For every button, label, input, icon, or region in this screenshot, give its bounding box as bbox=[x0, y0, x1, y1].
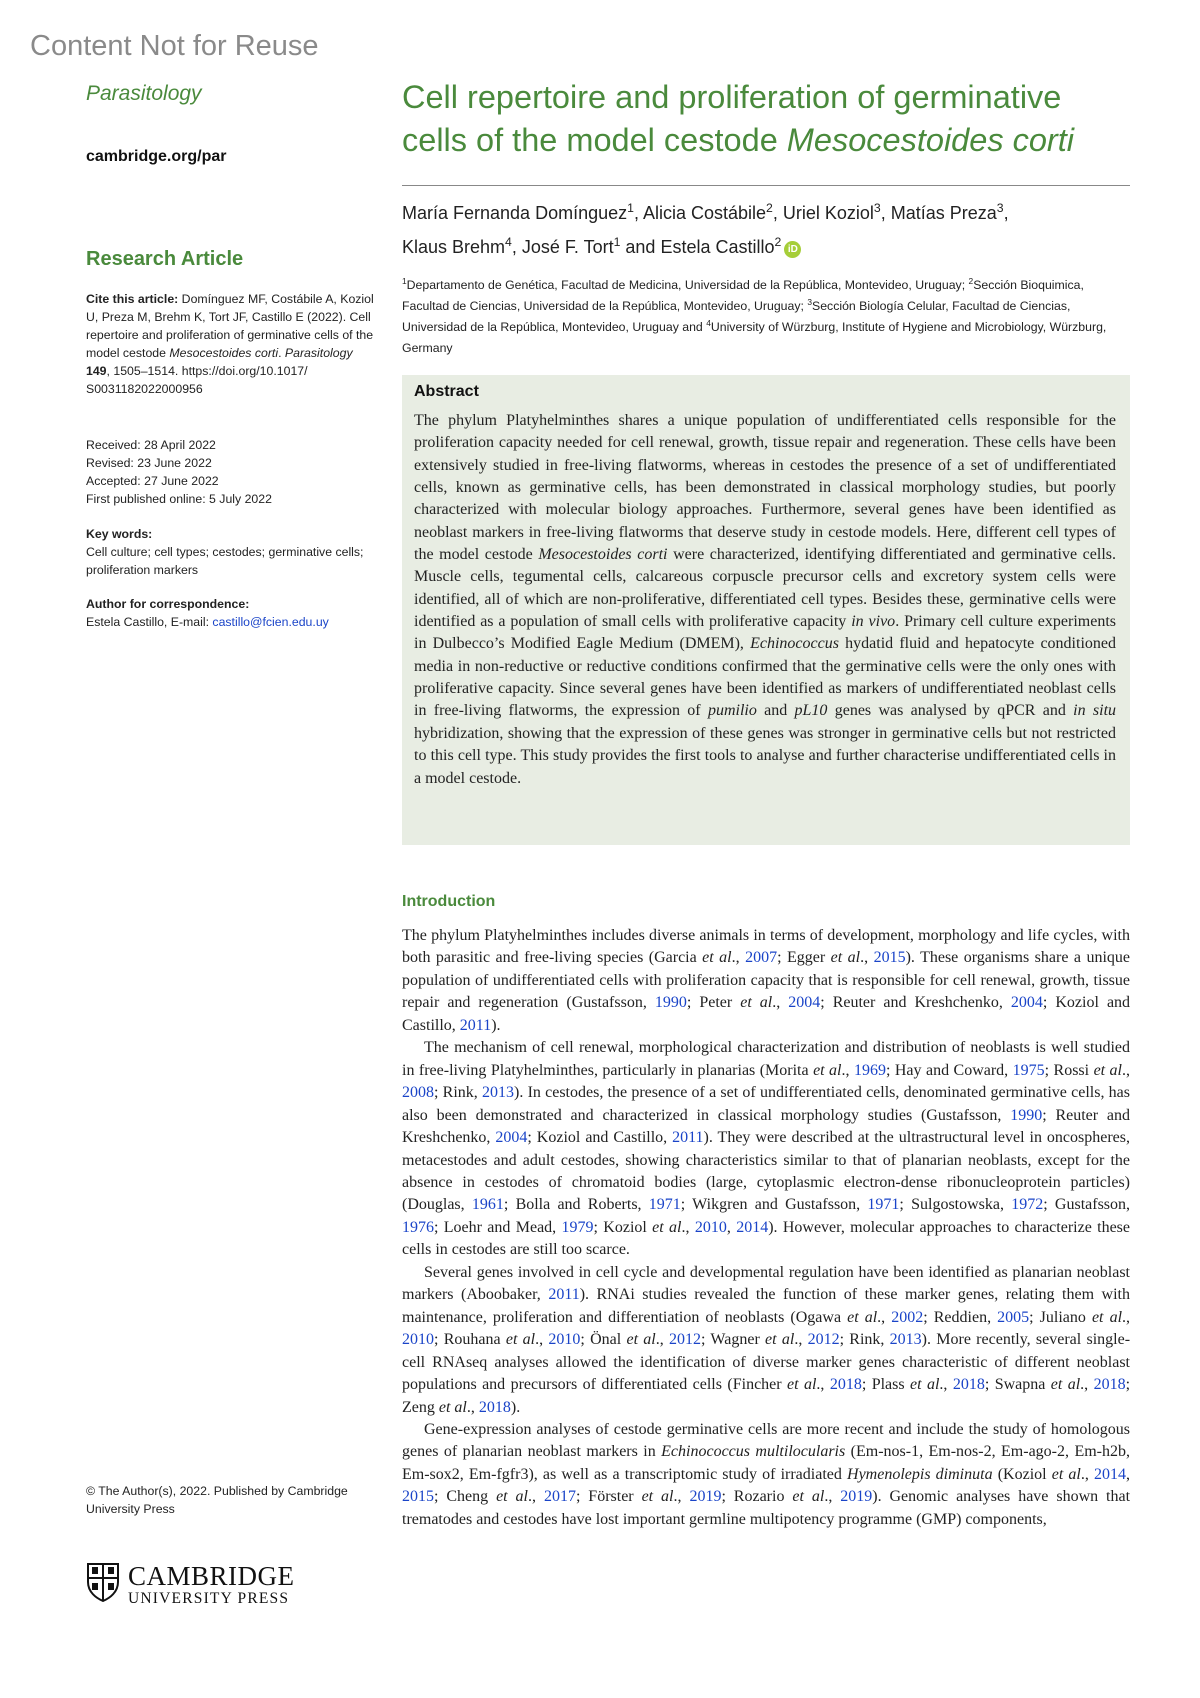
paragraph bbox=[402, 1037, 1130, 1262]
author-separator: , bbox=[880, 203, 891, 223]
introduction-body bbox=[402, 925, 1130, 1531]
text-run: ., bbox=[1122, 1308, 1131, 1326]
citation-link[interactable]: 2004 bbox=[1010, 994, 1043, 1012]
italic-text: et al bbox=[1091, 1308, 1123, 1326]
text-run: ). However, molecular approaches to characterize these cells in cestodes are still too scarce. bbox=[402, 1218, 1131, 1259]
cite-species: Mesocestoides corti bbox=[169, 346, 279, 360]
abstract-italic: Mesocestoides corti bbox=[538, 546, 668, 564]
paragraph bbox=[402, 1262, 1130, 1419]
text-run: ; Wagner bbox=[701, 1331, 766, 1349]
text-run: (Koziol bbox=[992, 1465, 1052, 1483]
citation-link[interactable]: 2015 bbox=[402, 1488, 434, 1506]
affiliation-text: University of Würzburg, Institute of Hygiene and Microbiology, Würzburg, Germany bbox=[402, 320, 1107, 355]
title-divider bbox=[402, 185, 1130, 186]
text-run: ., bbox=[731, 949, 746, 967]
citation-link[interactable]: 2010 bbox=[402, 1331, 434, 1349]
text-run: ., bbox=[528, 1488, 544, 1506]
journal-site[interactable]: cambridge.org/par bbox=[86, 148, 227, 165]
keywords-label: Key words: bbox=[86, 527, 153, 541]
author-name: Matías Preza bbox=[890, 203, 997, 223]
italic-text: et al bbox=[740, 994, 773, 1012]
italic-text: et al bbox=[1050, 1376, 1081, 1394]
citation-link[interactable]: 2005 bbox=[997, 1308, 1030, 1326]
author-separator: , bbox=[1003, 203, 1009, 223]
citation-link[interactable]: 1975 bbox=[1012, 1061, 1045, 1079]
text-run: ). Genomic analyses have shown that trematodes and cestodes have lost important germline multipotency programme (GMP) components, bbox=[402, 1488, 1131, 1528]
text-run: ; Önal bbox=[580, 1331, 627, 1349]
correspondence-label: Author for correspondence: bbox=[86, 597, 250, 611]
italic-text: et al bbox=[1093, 1061, 1123, 1079]
cite-doi: , 1505–1514. https://doi.org/10.1017/ S0031182022000956 bbox=[86, 364, 308, 396]
italic-text: et al bbox=[830, 949, 861, 967]
author-affiliation-mark: 2 bbox=[766, 201, 773, 215]
text-run: ; Rink, bbox=[434, 1084, 483, 1102]
abstract-run: hybridization, showing that the expression of these genes was stronger in germinative cells but not restricted to this cell type. This study provides the first tools to analyse and further characterise undifferentiated cells in a model cestode. bbox=[414, 724, 1116, 787]
author-affiliation-mark: 3 bbox=[996, 201, 1004, 215]
italic-text: et al bbox=[765, 1331, 795, 1349]
author-separator: , bbox=[633, 203, 643, 223]
affiliation-text: Sección Bioquimica, Facultad de Ciencias, Universidad de la República, Montevideo, Uruguay; bbox=[402, 278, 1084, 313]
citation-link[interactable]: 2018 bbox=[829, 1376, 862, 1394]
citation-link[interactable]: 1971 bbox=[867, 1196, 900, 1214]
text-run: ; Reuter and Kreshchenko, bbox=[402, 1106, 1130, 1147]
author-separator: , bbox=[772, 203, 783, 223]
text-run: ; Reddien, bbox=[923, 1308, 998, 1326]
italic-text: et al bbox=[702, 949, 732, 967]
italic-text: et al bbox=[438, 1398, 467, 1416]
text-run: ., bbox=[655, 1331, 669, 1349]
citation-link[interactable]: 2017 bbox=[543, 1488, 576, 1506]
author-name: Alicia Costábile bbox=[642, 203, 767, 223]
text-run: ; Förster bbox=[575, 1488, 642, 1506]
abstract-run: genes was analysed by qPCR and bbox=[827, 702, 1074, 720]
publisher-logo bbox=[86, 1562, 316, 1612]
publisher-name: CAMBRIDGE bbox=[128, 1561, 295, 1591]
author-separator: , bbox=[511, 237, 522, 257]
text-run: ; Koziol bbox=[593, 1218, 653, 1236]
italic-text: Hymenolepis diminuta bbox=[847, 1465, 993, 1483]
text-run: ., bbox=[939, 1376, 953, 1394]
citation-link[interactable]: 2013 bbox=[482, 1084, 515, 1102]
italic-text: et al bbox=[813, 1061, 842, 1079]
author-affiliation-mark: 1 bbox=[627, 201, 634, 215]
text-run: ; Wikgren and Gustafsson, bbox=[680, 1196, 868, 1214]
author-separator: and bbox=[620, 237, 661, 257]
abstract-heading: Abstract bbox=[414, 383, 479, 400]
citation-link[interactable]: 2010 bbox=[548, 1331, 581, 1349]
citation-block bbox=[86, 290, 376, 398]
citation-link[interactable]: 2011 bbox=[672, 1129, 704, 1147]
affiliations bbox=[402, 275, 1132, 359]
crest-icon bbox=[86, 1562, 120, 1602]
text-run: ; Loehr and Mead, bbox=[434, 1218, 562, 1236]
paragraph bbox=[402, 1419, 1130, 1531]
abstract-run: and bbox=[756, 702, 795, 720]
text-run: ). bbox=[510, 1398, 521, 1416]
citation-link[interactable]: 2015 bbox=[873, 949, 906, 967]
date-revised: Revised: 23 June 2022 bbox=[86, 456, 212, 470]
citation-link[interactable]: 2018 bbox=[1093, 1376, 1126, 1394]
cite-volume: 149 bbox=[86, 364, 107, 378]
citation-link[interactable]: 1969 bbox=[853, 1061, 886, 1079]
text-run: ; Rossi bbox=[1044, 1061, 1094, 1079]
citation-link[interactable]: 2010 bbox=[694, 1218, 727, 1236]
date-published: First published online: 5 July 2022 bbox=[86, 492, 272, 506]
text-run: ., bbox=[860, 949, 874, 967]
text-run: ; Peter bbox=[686, 994, 741, 1012]
text-run: ; Sulgostowska, bbox=[899, 1196, 1012, 1214]
citation-link[interactable]: 2011 bbox=[459, 1016, 492, 1034]
text-run: ., bbox=[1080, 1465, 1095, 1483]
keywords-text: Cell culture; cell types; cestodes; germinative cells; proliferation markers bbox=[86, 545, 364, 577]
text-run: , bbox=[726, 1218, 737, 1236]
citation-link[interactable]: 2014 bbox=[736, 1218, 769, 1236]
citation-link[interactable]: 2013 bbox=[889, 1331, 922, 1349]
text-run: ; Rouhana bbox=[434, 1331, 506, 1349]
citation-link[interactable]: 2007 bbox=[745, 949, 778, 967]
citation-link[interactable]: 2019 bbox=[840, 1488, 873, 1506]
article-type: Research Article bbox=[86, 248, 244, 270]
text-run: ; Rozario bbox=[721, 1488, 793, 1506]
orcid-icon[interactable]: iD bbox=[784, 241, 801, 258]
text-run: ; Swapna bbox=[984, 1376, 1051, 1394]
abstract-italic: pL10 bbox=[794, 702, 828, 720]
correspondence-name: Estela Castillo, E-mail: bbox=[86, 615, 213, 629]
affiliation-number: 1 bbox=[402, 275, 407, 286]
author-name: Klaus Brehm bbox=[402, 237, 506, 257]
abstract-italic: in vivo bbox=[851, 613, 896, 631]
affiliation-number: 2 bbox=[968, 275, 974, 286]
citation-link[interactable]: 1971 bbox=[648, 1196, 681, 1214]
abstract-italic: Echinococcus bbox=[750, 635, 839, 653]
text-run: ; Egger bbox=[777, 949, 831, 967]
italic-text: et al bbox=[787, 1376, 817, 1394]
citation-link[interactable]: 1990 bbox=[1010, 1106, 1043, 1124]
text-run: ., bbox=[1080, 1376, 1094, 1394]
text-run: ., bbox=[466, 1398, 479, 1416]
title-species: Mesocestoides corti bbox=[786, 122, 1074, 158]
abstract-run: hydatid fluid and hepatocyte conditioned media in non-reductive or reductive conditions confirmed that the germinative cells were the only ones with proliferative capacity. Since several genes have been identified as markers of undifferentiated neoblast cells in free-living flatworms, the expression of bbox=[414, 635, 1116, 720]
citation-link[interactable]: 2019 bbox=[689, 1488, 722, 1506]
italic-text: et al bbox=[641, 1488, 674, 1506]
text-run: ). In cestodes, the presence of a set of undifferentiated cells, denominated germinative cells, has also been demonstrated and characterized in classical morphology studies (Gustafsson, bbox=[402, 1084, 1130, 1124]
text-run: ., bbox=[816, 1376, 830, 1394]
text-run: ., bbox=[673, 1488, 690, 1506]
italic-text: et al bbox=[505, 1331, 536, 1349]
citation-link[interactable]: 1961 bbox=[471, 1196, 504, 1214]
citation-link[interactable]: 2012 bbox=[807, 1331, 840, 1349]
introduction-heading: Introduction bbox=[402, 893, 496, 910]
watermark: Content Not for Reuse bbox=[30, 30, 319, 62]
text-run: ; Hay and Coward, bbox=[885, 1061, 1013, 1079]
author-name: José F. Tort bbox=[521, 237, 614, 257]
citation-link[interactable]: 1972 bbox=[1011, 1196, 1044, 1214]
abstract-italic: in situ bbox=[1073, 702, 1117, 720]
correspondence-block bbox=[86, 595, 376, 631]
date-received: Received: 28 April 2022 bbox=[86, 438, 216, 452]
text-run: ). They were described at the ultrastructural level in oncospheres, metacestodes and adult cestodes, showing characteristics similar to that of planarian neoblasts, except for the absence in cestodes of chromatoid bodies (large, cytoplasmic electron-dense ribonucleoprotein particles) (Douglas, bbox=[402, 1129, 1131, 1214]
cite-journal: Parasitology bbox=[284, 346, 353, 360]
author-name: Estela Castillo bbox=[660, 237, 775, 257]
citation-link[interactable]: 2008 bbox=[402, 1084, 434, 1102]
italic-text: et al bbox=[910, 1376, 940, 1394]
text-run: ., bbox=[824, 1488, 841, 1506]
cite-sep: . bbox=[278, 346, 285, 360]
text-run: , bbox=[1126, 1465, 1131, 1483]
citation-link[interactable]: 2018 bbox=[952, 1376, 985, 1394]
text-run: ., bbox=[877, 1308, 892, 1326]
italic-text: et al bbox=[496, 1488, 528, 1506]
abstract-italic: pumilio bbox=[707, 702, 757, 720]
citation-link[interactable]: 2004 bbox=[495, 1129, 528, 1147]
citation-link[interactable]: 1979 bbox=[561, 1218, 594, 1236]
journal-name: Parasitology bbox=[86, 82, 202, 105]
affiliation-number: 4 bbox=[706, 317, 711, 328]
author-affiliation-mark: 2 bbox=[774, 235, 782, 249]
text-run: ., bbox=[772, 994, 789, 1012]
text-run: ., bbox=[1122, 1061, 1131, 1079]
text-run: ; Gustafsson, bbox=[1043, 1196, 1131, 1214]
author-name: Uriel Koziol bbox=[782, 203, 874, 223]
text-run: ., bbox=[535, 1331, 549, 1349]
text-run: The phylum Platyhelminthes includes diverse animals in terms of development, morphology and life cycles, with both parasitic and free-living species (Garcia bbox=[402, 927, 1130, 967]
paragraph bbox=[402, 925, 1130, 1037]
citation-link[interactable]: 1990 bbox=[654, 994, 687, 1012]
title-main: Cell repertoire and proliferation of germinative cells of the model cestode bbox=[402, 79, 1062, 158]
abstract-run: The phylum Platyhelminthes shares a unique population of undifferentiated cells responsible for the proliferation capacity needed for cell renewal, growth, tissue repair and regeneration. These cells have been extensively studied in free-living flatworms, whereas in cestodes the presence of a set of undifferentiated cells, known as germinative cells, has been demonstrated in classical morphology studies, but poorly characterized with molecular biology approaches. Furthermore, several genes have been identified as neoblast markers in free-living flatworms that deserve study in cestode models. Here, different cell types of the model cestode bbox=[414, 412, 1116, 564]
text-run: Several genes involved in cell cycle and developmental regulation have been identified as planarian neoblast markers (Aboobaker, bbox=[402, 1263, 1130, 1304]
text-run: ). More recently, several single-cell RNAseq analyses allowed the identification of diverse marker genes characteristic of different neoblast populations and precursors of differentiated cells (Fincher bbox=[402, 1331, 1131, 1394]
text-run: Gene-expression analyses of cestode germinative cells are more recent and include the study of homologous genes of planarian neoblast markers in bbox=[402, 1420, 1130, 1461]
text-run: ). These organisms share a unique population of undifferentiated cells with proliferation capacity that is responsible for cell renewal, growth, tissue repair and regeneration (Gustafsson, bbox=[402, 949, 1130, 1012]
abstract-run: . Primary cell culture experiments in Dulbecco’s Modified Eagle Medium (DMEM), bbox=[414, 613, 1116, 653]
author-affiliation-mark: 4 bbox=[505, 235, 512, 249]
citation-link[interactable]: 1976 bbox=[402, 1218, 434, 1236]
text-run: ., bbox=[681, 1218, 695, 1236]
text-run: ; Reuter and Kreshchenko, bbox=[820, 994, 1011, 1012]
dates-block bbox=[86, 436, 376, 508]
citation-link[interactable]: 2002 bbox=[891, 1308, 924, 1326]
text-run: ; Rink, bbox=[839, 1331, 890, 1349]
keywords-block bbox=[86, 525, 376, 579]
abstract-run: were characterized, identifying differentiated and germinative cells. Muscle cells, tegumental cells, calcareous corpuscle precursor cells and excretory system cells were identified, all of which are non-proliferative, differentiated cell types. Besides these, germinative cells were identified as a population of small cells with proliferative capacity bbox=[414, 546, 1117, 631]
author-name: María Fernanda Domínguez bbox=[402, 203, 628, 223]
text-run: (Em-nos-1, Em-nos-2, Em-ago-2, Em-h2b, Em-sox2, Em-fgfr3), as well as a transcriptomic study of irradiated bbox=[402, 1443, 1130, 1483]
affiliation-text: Sección Biología Celular, Facultad de Ciencias, Universidad de la República, Montevideo, Uruguay and bbox=[402, 299, 1071, 334]
italic-text: et al bbox=[847, 1308, 878, 1326]
text-run: ; Koziol and Castillo, bbox=[527, 1129, 673, 1147]
cite-label: Cite this article: bbox=[86, 292, 179, 306]
citation-link[interactable]: 2011 bbox=[548, 1286, 580, 1304]
text-run: ; Cheng bbox=[434, 1488, 497, 1506]
publisher-subname: UNIVERSITY PRESS bbox=[128, 1590, 290, 1607]
italic-text: et al bbox=[652, 1218, 682, 1236]
date-accepted: Accepted: 27 June 2022 bbox=[86, 474, 219, 488]
author-affiliation-mark: 3 bbox=[873, 201, 881, 215]
text-run: ). bbox=[491, 1016, 501, 1034]
citation-link[interactable]: 2004 bbox=[788, 994, 821, 1012]
text-run: ., bbox=[794, 1331, 808, 1349]
citation-link[interactable]: 2018 bbox=[478, 1398, 511, 1416]
author-affiliation-mark: 1 bbox=[613, 235, 621, 249]
affiliation-number: 3 bbox=[807, 296, 812, 307]
text-run: ; Koziol and Castillo, bbox=[402, 994, 1131, 1034]
cite-text: Domínguez MF, Costábile A, Koziol U, Preza M, Brehm K, Tort JF, Castillo E (2022). Cell repertoire and proliferation of germinative cells of the model cestode bbox=[86, 292, 374, 360]
italic-text: et al bbox=[1051, 1465, 1081, 1483]
correspondence-email[interactable]: castillo@fcien.edu.uy bbox=[212, 615, 329, 629]
text-run: The mechanism of cell renewal, morphological characterization and distribution of neoblasts is well studied in free-living Platyhelminthes, particularly in planarias (Morita bbox=[402, 1039, 1130, 1079]
italic-text: Echinococcus multilocularis bbox=[661, 1443, 846, 1461]
copyright: © The Author(s), 2022. Published by Cambridge University Press bbox=[86, 1484, 348, 1516]
abstract-text bbox=[414, 410, 1116, 790]
text-run: ; Plass bbox=[861, 1376, 911, 1394]
citation-link[interactable]: 2014 bbox=[1094, 1465, 1127, 1483]
italic-text: et al bbox=[626, 1331, 656, 1349]
authors bbox=[402, 196, 1132, 264]
text-run: ; Juliano bbox=[1029, 1308, 1092, 1326]
citation-link[interactable]: 2012 bbox=[669, 1331, 701, 1349]
article-title bbox=[402, 76, 1132, 162]
text-run: ; Bolla and Roberts, bbox=[503, 1196, 649, 1214]
italic-text: et al bbox=[792, 1488, 825, 1506]
text-run: ., bbox=[841, 1061, 854, 1079]
text-run: ). RNAi studies revealed the function of these marker genes, relating them with maintenance, proliferation and differentiation of neoblasts (Ogawa bbox=[402, 1286, 1130, 1326]
text-run: ; Zeng bbox=[402, 1376, 1131, 1416]
affiliation-text: Departamento de Genética, Facultad de Medicina, Universidad de la República, Montevideo, Uruguay; bbox=[406, 278, 969, 292]
